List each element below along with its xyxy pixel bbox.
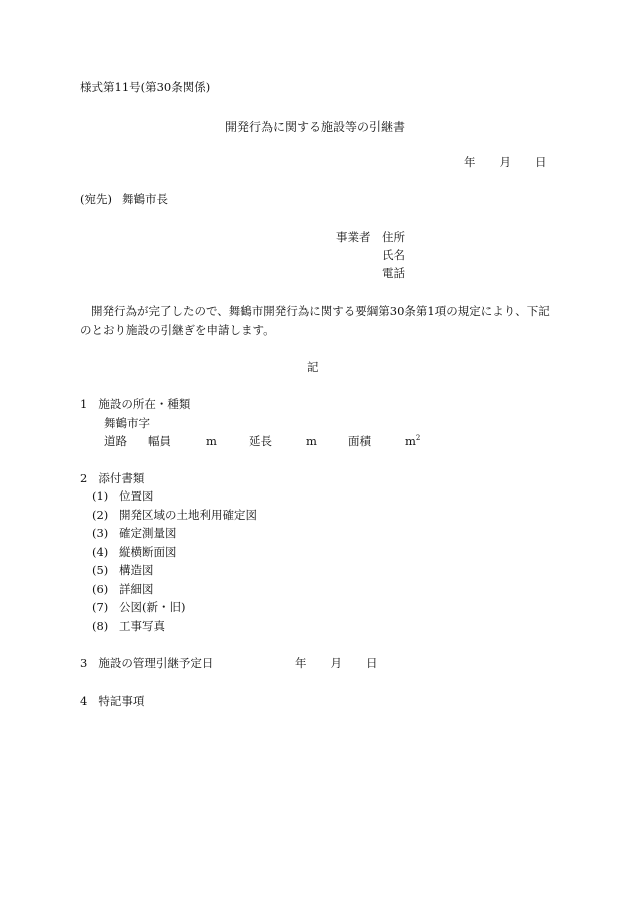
location-label: 舞鶴市字 (104, 416, 150, 430)
addressee (80, 194, 168, 206)
attachment-item-number: (7) (92, 600, 109, 614)
section-3-date (295, 658, 378, 670)
road-label: 道路 (104, 434, 127, 448)
document-title: 開発行為に関する施設等の引継書 (225, 120, 406, 134)
attachment-item-number: (4) (92, 545, 109, 559)
attachment-item-number: (6) (92, 582, 109, 596)
attachment-item-number: (3) (92, 526, 109, 540)
body-line-1: 開発行為が完了したので、舞鶴市開発行為に関する要綱第30条第1項の規定により、下記 (91, 304, 550, 318)
ki-heading: 記 (307, 360, 319, 374)
section-2-number: 2 (80, 471, 88, 485)
attachment-item (92, 584, 154, 596)
area-unit-exponent: 2 (415, 434, 421, 442)
area-unit-base: m (405, 434, 416, 448)
area-unit (405, 436, 420, 448)
section-2-title: 添付書類 (98, 471, 145, 485)
section-3-day: 日 (366, 656, 378, 670)
length-label: 延長 (249, 434, 272, 448)
width-unit: m (206, 434, 217, 448)
attachment-item (92, 547, 177, 559)
attachment-item (92, 510, 257, 522)
width-label: 幅員 (148, 434, 171, 448)
attachment-item-label: 開発区域の土地利用確定図 (119, 508, 257, 522)
applicant-phone-label: 電話 (382, 266, 405, 280)
addressee-name: 舞鶴市長 (121, 192, 168, 206)
attachment-item-label: 確定測量図 (119, 526, 177, 540)
section-4-heading (80, 696, 144, 708)
attachment-item-label: 詳細図 (119, 582, 154, 596)
section-2-heading (80, 473, 144, 485)
section-3-title: 施設の管理引継予定日 (98, 656, 214, 670)
attachment-item-label: 縦横断面図 (119, 545, 177, 559)
attachment-item (92, 621, 165, 633)
section-1-heading (80, 399, 190, 411)
attachment-item (92, 491, 154, 503)
section-3-number: 3 (80, 656, 88, 670)
section-3-year: 年 (295, 656, 307, 670)
area-label: 面積 (348, 434, 371, 448)
form-number: 様式第11号(第30条関係) (80, 80, 211, 94)
date-line (464, 157, 547, 169)
applicant-address-label: 住所 (382, 230, 405, 244)
attachment-item-number: (8) (92, 619, 109, 633)
attachment-item-label: 工事写真 (119, 619, 165, 633)
applicant-name-label: 氏名 (382, 248, 405, 262)
section-1-title: 施設の所在・種類 (98, 397, 191, 411)
date-day: 日 (535, 155, 547, 169)
attachment-item-number: (5) (92, 563, 109, 577)
attachment-item-label: 位置図 (119, 489, 154, 503)
section-3-month: 月 (330, 656, 342, 670)
addressee-prefix: (宛先) (80, 192, 112, 206)
applicant-label: 事業者 (336, 230, 371, 244)
attachment-item (92, 565, 154, 577)
date-year: 年 (464, 155, 476, 169)
attachment-item-label: 構造図 (119, 563, 154, 577)
length-unit: m (306, 434, 317, 448)
section-1-number: 1 (80, 397, 88, 411)
attachment-item (92, 528, 177, 540)
date-month: 月 (499, 155, 511, 169)
attachment-item-label: 公図(新・旧) (119, 600, 186, 614)
attachment-item-number: (2) (92, 508, 109, 522)
body-line-2: のとおり施設の引継ぎを申請します。 (80, 323, 275, 337)
section-4-title: 特記事項 (98, 694, 145, 708)
section-3-heading (80, 658, 213, 670)
attachment-item-number: (1) (92, 489, 109, 503)
section-4-number: 4 (80, 694, 88, 708)
attachment-item (92, 602, 185, 614)
